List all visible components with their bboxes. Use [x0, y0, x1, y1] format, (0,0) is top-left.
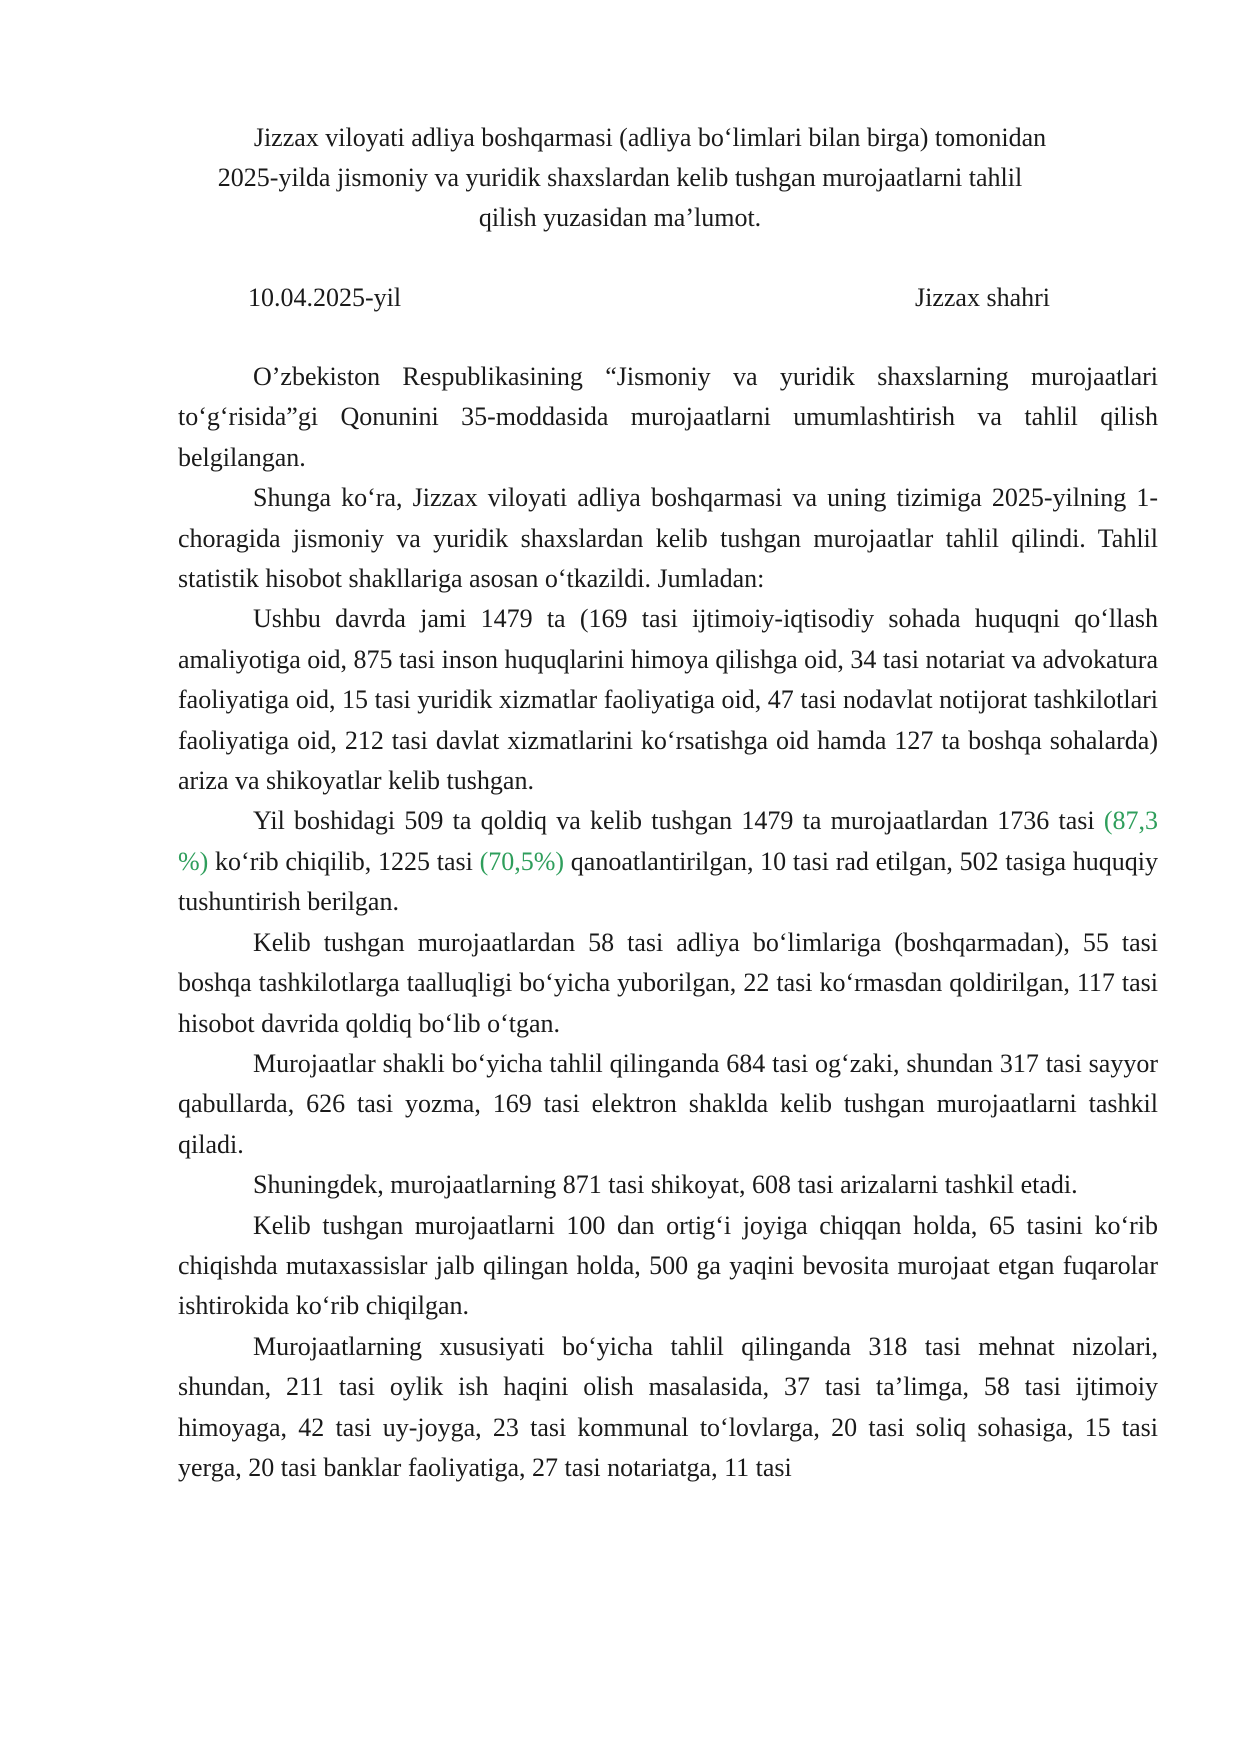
document-date: 10.04.2025-yil	[248, 283, 402, 312]
paragraph-forwarded: Kelib tushgan murojaatlardan 58 tasi adliya bo‘limlariga (boshqarmadan), 55 tasi boshqa tashkilotlarga taalluqligi bo‘yicha yuborilgan, 22 tasi ko‘rmasdan qoldirilgan, 117 tasi hisobot davrida qoldiq bo‘lib o‘tgan.	[178, 927, 1158, 1038]
review-text-b: ko‘rib chiqilib, 1225 tasi	[208, 846, 480, 876]
paragraph-appeal-forms: Murojaatlar shakli bo‘yicha tahlil qilinganda 684 tasi og‘zaki, shundan 317 tasi sayyor qabullarda, 626 tasi yozma, 169 tasi elektron shaklda kelib tushgan murojaatlarni tashkil qiladi.	[178, 1048, 1158, 1159]
review-text-c: qanoatlantirilgan, 10 tasi rad etilgan, 502 tasiga huquqiy tushuntirish berilgan.	[178, 846, 1158, 917]
paragraph-complaints-applications: Shuningdek, murojaatlarning 871 tasi shikoyat, 608 tasi arizalarni tashkil etadi.	[253, 1170, 1078, 1200]
document-body	[178, 357, 1158, 1488]
title-line-3: qilish yuzasidan ma’lumot.	[478, 203, 762, 232]
title-line-1: Jizzax viloyati adliya boshqarmasi (adliya bo‘limlari bilan birga) tomonidan	[253, 123, 1047, 152]
paragraph-law-reference: O’zbekiston Respublikasining “Jismoniy va yuridik shaxslarning murojaatlari to‘g‘risida”gi Qonunini 35-moddasida murojaatlarni umumlashtirish va tahlil qilish belgilangan.	[178, 362, 1158, 472]
paragraph-review-results	[178, 801, 1158, 922]
document-city: Jizzax shahri	[915, 283, 1051, 312]
title-line-2: 2025-yilda jismoniy va yuridik shaxslardan kelib tushgan murojaatlarni tahlil	[217, 163, 1023, 192]
paragraph-total-received: Ushbu davrda jami 1479 ta (169 tasi ijtimoiy-iqtisodiy sohada huquqni qo‘llash amaliyotiga oid, 875 tasi inson huquqlarini himoya qilishga oid, 34 tasi notariat va advokatura faoliyatiga oid, 15 tasi yuridik xizmatlar faoliyatiga oid, 47 tasi nodavlat notijorat tashkilotlari faoliyatiga oid, 212 tasi davlat xizmatlarini ko‘rsatishga oid hamda 127 ta boshqa sohalarda) ariza va shikoyatlar kelib tushgan.	[178, 604, 1158, 796]
satisfied-percent: (70,5%)	[479, 846, 565, 876]
paragraph-appeal-topics: Murojaatlarning xususiyati bo‘yicha tahlil qilinganda 318 tasi mehnat nizolari, shundan, 211 tasi oylik ish haqini olish masalasida, 37 tasi ta’limga, 58 tasi ijtimoiy himoyaga, 42 tasi uy-joyga, 23 tasi kommunal to‘lovlarga, 20 tasi soliq sohasiga, 15 tasi yerga, 20 tasi banklar faoliyatiga, 27 tasi notariatga, 11 tasi	[178, 1331, 1158, 1482]
reviewed-percent: (87,3 %)	[178, 806, 1158, 876]
review-text-a: Yil boshidagi 509 ta qoldiq va kelib tushgan 1479 ta murojaatlardan 1736 tasi	[253, 806, 1104, 836]
paragraph-on-site-review: Kelib tushgan murojaatlarni 100 dan ortig‘i joyiga chiqqan holda, 65 tasini ko‘rib chiqishda mutaxassislar jalb qilingan holda, 500 ga yaqini bevosita murojaat etgan fuqarolar ishtirokida ko‘rib chiqilgan.	[178, 1210, 1158, 1321]
document-title	[180, 118, 1060, 238]
paragraph-analysis-intro: Shunga ko‘ra, Jizzax viloyati adliya boshqarmasi va uning tizimiga 2025-yilning 1-choragida jismoniy va yuridik shaxslardan kelib tushgan murojaatlar tahlil qilindi. Tahlil statistik hisobot shakllariga asosan o‘tkazildi. Jumladan:	[178, 483, 1158, 594]
